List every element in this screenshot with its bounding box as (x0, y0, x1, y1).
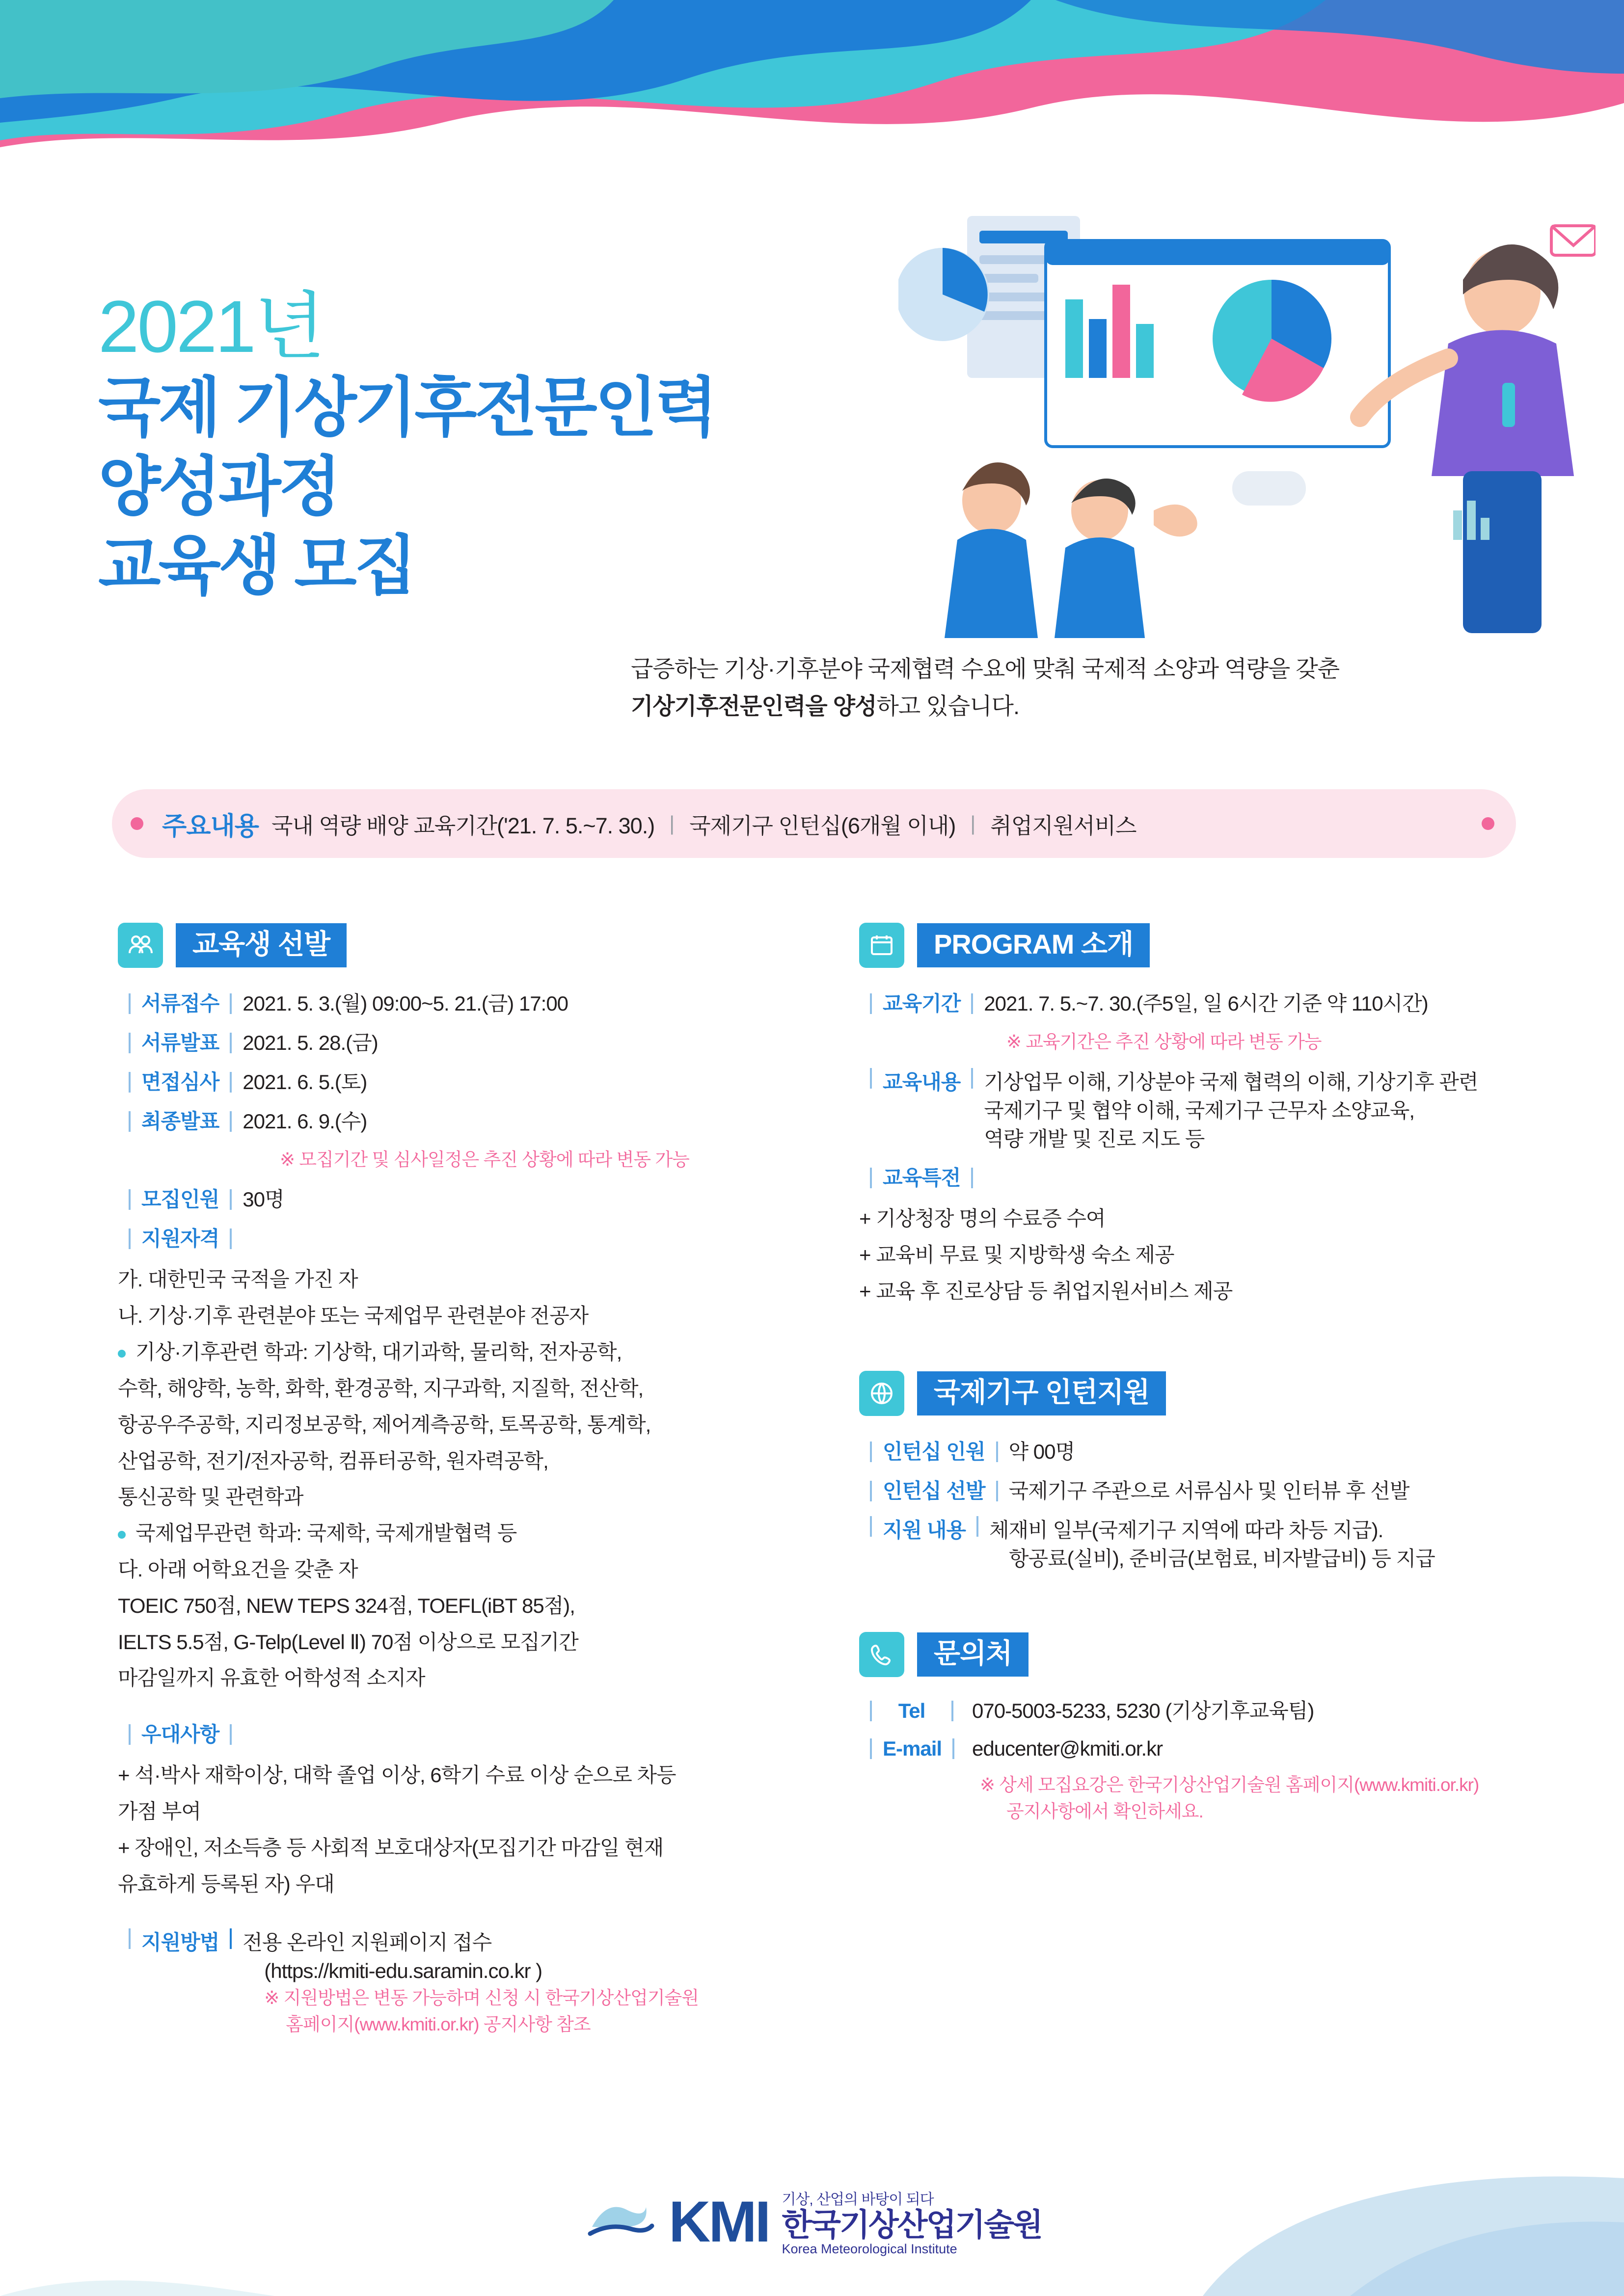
contact-rows (859, 1697, 1546, 1825)
bullet-icon (118, 1350, 126, 1358)
row-key (859, 1477, 1009, 1505)
table-row (859, 1516, 1546, 1573)
preference-body (118, 1760, 835, 1899)
internship-support-line-0: 체재비 일부(국제기구 지역에 따라 차등 지급). (989, 1518, 1383, 1542)
qual-c: 다. 아래 어학요건을 갖춘 자 (118, 1557, 358, 1581)
kmi-org-en: Korea Meteorological Institute (782, 2242, 957, 2256)
kmi-emblem-icon (582, 2192, 656, 2251)
highlight-band (112, 789, 1516, 858)
kmi-org-text (782, 2187, 1041, 2257)
program-content-line-0: 기상업무 이해, 기상분야 국제 협력의 이해, 기상기후 관련 (984, 1070, 1478, 1094)
qual-a: 가. 대한민국 국적을 가진 자 (118, 1268, 358, 1291)
internship-rows (859, 1438, 1546, 1573)
band-dot-left-icon (131, 817, 143, 830)
row-key (118, 1029, 243, 1057)
preference-item-0: + 석·박사 재학이상, 대학 졸업 이상, 6학기 수료 이상 순으로 차등 (118, 1763, 676, 1787)
qual-c-line-2: 마감일까지 유효한 어학성적 소지자 (118, 1666, 425, 1690)
program-rows (859, 989, 1546, 1307)
footer-logo (0, 2187, 1624, 2257)
qual-b1-line-2: 산업공학, 전기/전자공학, 컴퓨터공학, 원자력공학, (118, 1449, 548, 1472)
row-value: 2021. 7. 5.~7. 30.(주5일, 일 6시간 기준 약 110시간) (984, 992, 1428, 1015)
qual-b1-head (118, 1336, 835, 1368)
lead-bold: 기상기후전문인력을 양성 (631, 693, 877, 720)
row-key (118, 1107, 243, 1136)
row-key-label: 교육내용 (883, 1070, 961, 1094)
program-header (859, 923, 1546, 968)
illustration (898, 196, 1596, 717)
row-value: 2021. 5. 28.(금) (243, 1031, 378, 1054)
row-value: 30명 (243, 1188, 284, 1211)
preference-item-3: 유효하게 등록된 자) 우대 (118, 1872, 334, 1896)
row-key-label: 지원자격 (141, 1227, 219, 1251)
contact-tel-label: Tel (898, 1699, 925, 1722)
preference-item-2: + 장애인, 저소득층 등 사회적 보호대상자(모집기간 마감일 현재 (118, 1836, 664, 1859)
qual-c-line-1: IELTS 5.5점, G-Telp(Level Ⅱ) 70점 이상으로 모집기간 (118, 1630, 578, 1654)
row-value: 2021. 5. 3.(월) 09:00~5. 21.(금) 17:00 (243, 992, 568, 1015)
kmi-tagline: 기상, 산업의 바탕이 되다 (782, 2191, 934, 2208)
lead-line-2 (631, 688, 1515, 725)
row-key-label: 교육특전 (883, 1166, 961, 1190)
row-value: 2021. 6. 9.(수) (243, 1109, 367, 1133)
row-value: 국제기구 주관으로 서류심사 및 인터뷰 후 선발 (1008, 1479, 1409, 1502)
band-item-1: 국제기구 인턴십(6개월 이내) (689, 813, 956, 838)
row-key (859, 1516, 989, 1545)
selection-header (118, 923, 835, 968)
qual-b1-head-text: 기상·기후관련 학과: 기상학, 대기과학, 물리학, 전자공학, (135, 1340, 622, 1364)
table-row (118, 1107, 835, 1136)
band-label: 주요내용 (162, 812, 259, 841)
row-key-label: 서류발표 (141, 1031, 219, 1054)
program-content-line-2: 역량 개발 및 진로 지도 등 (984, 1127, 1205, 1150)
table-row (859, 1438, 1546, 1466)
row-key (118, 1720, 243, 1749)
qual-b2-text: 국제업무관련 학과: 국제학, 국제개발협력 등 (135, 1522, 517, 1545)
row-key-label: 지원 내용 (883, 1518, 966, 1542)
row-value (984, 1068, 1546, 1153)
row-key-label: 우대사항 (141, 1723, 219, 1746)
apply-line-2: (https://kmiti-edu.saramin.co.kr ) (264, 1959, 542, 1982)
qual-b: 나. 기상·기후 관련분야 또는 국제업무 관련분야 전공자 (118, 1304, 589, 1328)
band-separator-1: | (970, 812, 976, 835)
poster-year: 2021년 (98, 285, 324, 368)
row-key (118, 1225, 243, 1253)
table-row (118, 1068, 835, 1096)
title-line-1: 국제 기상기후전문인력 (98, 372, 715, 444)
row-key (859, 989, 984, 1018)
bullet-icon (118, 1531, 126, 1539)
benefit-body (859, 1203, 1546, 1307)
band-item-2: 취업지원서비스 (990, 813, 1137, 838)
apply-method-row (118, 1928, 835, 2038)
qual-b1-line-3: 통신공학 및 관련학과 (118, 1485, 303, 1509)
program-title: PROGRAM 소개 (917, 923, 1150, 967)
contact-tel-key (859, 1697, 972, 1726)
row-key-label: 인턴십 인원 (883, 1440, 985, 1463)
qual-c-line-0: TOEIC 750점, NEW TEPS 324점, TOEFL(iBT 85점), (118, 1594, 575, 1617)
band-item-0: 국내 역량 배양 교육기간('21. 7. 5.~7. 30.) (271, 813, 655, 838)
page-title (98, 368, 736, 605)
row-key (859, 1164, 984, 1192)
row-key (118, 1068, 243, 1096)
row-key-label: 교육기간 (883, 992, 961, 1015)
preference-header (118, 1720, 835, 1749)
selection-schedule-note: ※ 모집기간 및 심사일정은 추진 상황에 따라 변동 가능 (280, 1149, 689, 1170)
table-row (859, 1068, 1546, 1153)
qualification-header (118, 1225, 835, 1253)
contact-email-label: E-mail (883, 1736, 942, 1760)
row-key (859, 1068, 984, 1096)
qualification-body (118, 1264, 835, 1694)
headline (98, 285, 736, 605)
benefit-item-1: + 교육비 무료 및 지방학생 숙소 제공 (859, 1243, 1174, 1267)
row-key (859, 1438, 1009, 1466)
lead-line-1: 급증하는 기상·기후분야 국제협력 수요에 맞춰 국제적 소양과 역량을 갖춘 (631, 656, 1340, 682)
people-icon (118, 923, 163, 968)
apply-note-2: 홈페이지(www.kmiti.or.kr) 공지사항 참조 (286, 2014, 591, 2035)
row-key (118, 1928, 243, 1957)
lead-paragraph (631, 650, 1515, 725)
row-key-label: 면접심사 (141, 1070, 219, 1094)
internship-header (859, 1371, 1546, 1416)
row-key-label: 모집인원 (141, 1188, 219, 1211)
kmi-org-ko: 한국기상산업기술원 (782, 2207, 1042, 2243)
band-dot-right-icon (1482, 817, 1494, 830)
row-value: 2021. 6. 5.(토) (243, 1070, 367, 1094)
globe-icon (859, 1371, 904, 1416)
row-key-label: 인턴십 선발 (883, 1479, 985, 1502)
program-section (859, 923, 1546, 1825)
table-row (118, 1029, 835, 1057)
row-value (989, 1516, 1546, 1573)
lead-rest: 하고 있습니다. (876, 693, 1020, 720)
program-period-note: ※ 교육기간은 추진 상황에 따라 변동 가능 (1006, 1031, 1322, 1052)
row-key (118, 1185, 243, 1214)
title-line-2: 양성과정 (98, 451, 339, 523)
row-key-label: 지원방법 (141, 1930, 219, 1954)
kmi-wordmark: KMI (669, 2189, 769, 2254)
row-key-label: 서류접수 (141, 992, 219, 1015)
internship-support-line-1: 항공료(실비), 준비금(보험료, 비자발급비) 등 지급 (1008, 1547, 1435, 1570)
table-row (859, 1477, 1546, 1505)
selection-section (118, 923, 835, 2049)
row-key (118, 989, 243, 1018)
contact-email-value[interactable]: educenter@kmiti.or.kr (972, 1736, 1163, 1760)
contact-email-key (859, 1735, 972, 1763)
row-value: 약 00명 (1008, 1440, 1075, 1463)
table-row (859, 989, 1546, 1018)
calendar-icon (859, 923, 904, 968)
row-key-label: 최종발표 (141, 1109, 219, 1133)
contact-email-row (859, 1735, 1546, 1763)
contact-header (859, 1632, 1546, 1677)
selection-title: 교육생 선발 (176, 923, 347, 967)
band-separator-0: | (669, 812, 675, 835)
preference-item-1: 가점 부여 (118, 1800, 201, 1823)
table-row (118, 1185, 835, 1214)
apply-line-1: 전용 온라인 지원페이지 접수 (243, 1930, 492, 1954)
benefit-item-2: + 교육 후 진로상담 등 취업지원서비스 제공 (859, 1280, 1233, 1303)
phone-icon (859, 1632, 904, 1677)
benefit-header (859, 1164, 1546, 1192)
apply-method-value (243, 1928, 835, 2038)
contact-tel-value[interactable]: 070-5003-5233, 5230 (기상기후교육팀) (972, 1699, 1314, 1722)
title-line-3: 교육생 모집 (98, 530, 415, 602)
qual-b2 (118, 1518, 835, 1549)
table-row (118, 989, 835, 1018)
contact-note-2: 공지사항에서 확인하세요. (1006, 1801, 1203, 1821)
qual-b1-line-0: 수학, 해양학, 농학, 화학, 환경공학, 지구과학, 지질학, 전산학, (118, 1376, 644, 1400)
program-content-line-1: 국제기구 및 협약 이해, 국제기구 근무자 소양교육, (984, 1098, 1415, 1122)
contact-tel-row (859, 1697, 1546, 1726)
contact-title: 문의처 (917, 1632, 1029, 1677)
internship-title: 국제기구 인턴지원 (917, 1371, 1166, 1415)
qual-b1-line-1: 항공우주공학, 지리정보공학, 제어계측공학, 토목공학, 통계학, (118, 1413, 651, 1436)
apply-note-1: ※ 지원방법은 변동 가능하며 신청 시 한국기상산업기술원 (264, 1988, 699, 2008)
benefit-item-0: + 기상청장 명의 수료증 수여 (859, 1207, 1106, 1230)
contact-note-1: ※ 상세 모집요강은 한국기상산업기술원 홈페이지(www.kmiti.or.kr) (980, 1775, 1479, 1795)
selection-schedule-rows (118, 989, 835, 2038)
